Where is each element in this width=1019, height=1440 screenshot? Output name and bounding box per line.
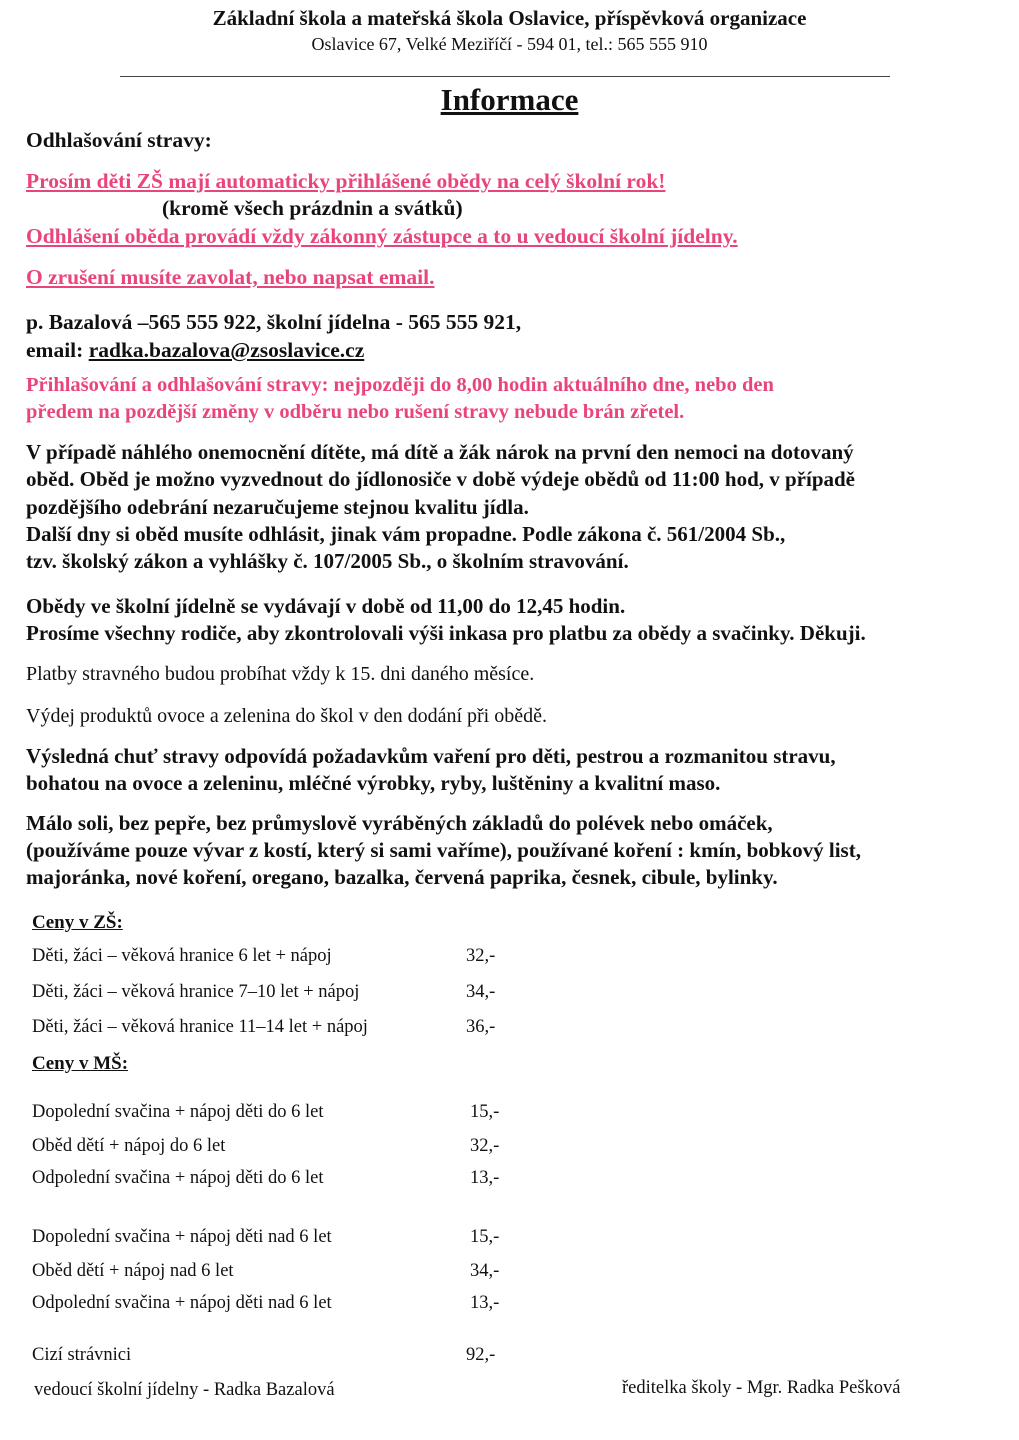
serving-line-2: Prosíme všechny rodiče, aby zkontrolovali výši inkasa pro platbu za obědy a svačinky. Děkuji. [26,621,866,645]
price-row-value: 34,- [466,982,496,1002]
signature-canteen-head: vedoucí školní jídelny - Radka Bazalová [34,1380,335,1400]
price-row-label: Dopolední svačina + nápoj děti do 6 let [32,1102,324,1122]
signature-principal: ředitelka školy - Mgr. Radka Pešková [622,1378,901,1398]
prices-ms-heading: Ceny v MŠ: [32,1053,129,1074]
contact-email-link[interactable]: radka.bazalova@zsoslavice.cz [88,338,365,362]
price-row-label: Cizí strávnici [32,1345,132,1365]
price-row-value: 15,- [470,1102,500,1122]
price-row-label: Odpolední svačina + nápoj děti nad 6 let [32,1293,332,1313]
notice-call-or-email: O zrušení musíte zavolat, nebo napsat email. [26,265,435,289]
price-row-value: 32,- [470,1136,500,1156]
deadline-line-1: Přihlašování a odhlašování stravy: nejpozději do 8,00 hodin aktuálního dne, nebo den [26,374,774,396]
serving-line-1: Obědy ve školní jídelně se vydávají v době od 11,00 do 12,45 hodin. [26,594,626,618]
illness-line-2: oběd. Oběd je možno vyzvednout do jídlonosiče v době výdeje obědů od 11:00 hod, v případě [26,467,856,491]
price-row-label: Děti, žáci – věková hranice 7–10 let + nápoj [32,982,360,1002]
school-address: Oslavice 67, Velké Meziříčí - 594 01, tel.: 565 555 910 [311,34,708,54]
taste-line-1: Výsledná chuť stravy odpovídá požadavkům vaření pro děti, pestrou a rozmanitou stravu, [26,744,836,768]
price-row-label: Dopolední svačina + nápoj děti nad 6 let [32,1227,332,1247]
price-row-label: Děti, žáci – věková hranice 6 let + nápoj [32,946,332,966]
price-row-value: 36,- [466,1017,496,1037]
notice-cancel-by: Odhlášení oběda provádí vždy zákonný zástupce a to u vedoucí školní jídelny. [26,224,738,248]
school-name: Základní škola a mateřská škola Oslavice, příspěvková organizace [212,6,807,30]
illness-line-5: tzv. školský zákon a vyhlášky č. 107/2005 Sb., o školním stravování. [26,549,629,573]
price-row-label: Děti, žáci – věková hranice 11–14 let + nápoj [32,1017,368,1037]
section-heading: Odhlašování stravy: [26,128,212,152]
price-row-value: 32,- [466,946,496,966]
price-row-value: 92,- [466,1345,496,1365]
document-title: Informace [440,82,579,117]
taste-line-2: bohatou na ovoce a zeleninu, mléčné výrobky, ryby, luštěniny a kvalitní maso. [26,771,721,795]
contact-email-label: email: [26,338,89,362]
price-row-value: 15,- [470,1227,500,1247]
payments-info: Platby stravného budou probíhat vždy k 15. dni daného měsíce. [26,663,535,685]
price-row-value: 34,- [470,1261,500,1281]
prices-zs-heading: Ceny v ZŠ: [32,912,123,933]
notice-auto-lunch: Prosím děti ZŠ mají automaticky přihlášené obědy na celý školní rok! [26,169,666,193]
salt-line-3: majoránka, nové koření, oregano, bazalka, červená paprika, česnek, cibule, bylinky. [26,865,778,889]
illness-line-1: V případě náhlého onemocnění dítěte, má dítě a žák nárok na první den nemoci na dotovaný [26,440,854,464]
salt-line-2: (používáme pouze vývar z kostí, který si sami vaříme), používané koření : kmín, bobkový list, [26,838,861,862]
deadline-line-2: předem na pozdější změny v odběru nebo rušení stravy nebude brán zřetel. [26,401,685,423]
fruit-info: Výdej produktů ovoce a zelenina do škol v den dodání při obědě. [26,705,547,727]
price-row-label: Oběd dětí + nápoj nad 6 let [32,1261,234,1281]
notice-except: (kromě všech prázdnin a svátků) [162,196,463,220]
illness-line-4: Další dny si oběd musíte odhlásit, jinak vám propadne. Podle zákona č. 561/2004 Sb., [26,522,786,546]
illness-line-3: pozdějšího odebrání nezaručujeme stejnou kvalitu jídla. [26,495,529,519]
price-row-value: 13,- [470,1293,500,1313]
price-row-label: Odpolední svačina + nápoj děti do 6 let [32,1168,324,1188]
contact-email-line [26,338,364,363]
salt-line-1: Málo soli, bez pepře, bez průmyslově vyráběných základů do polévek nebo omáček, [26,811,773,835]
price-row-label: Oběd dětí + nápoj do 6 let [32,1136,226,1156]
contact-phones: p. Bazalová –565 555 922, školní jídelna - 565 555 921, [26,310,522,334]
price-row-value: 13,- [470,1168,500,1188]
header-divider [120,76,890,77]
